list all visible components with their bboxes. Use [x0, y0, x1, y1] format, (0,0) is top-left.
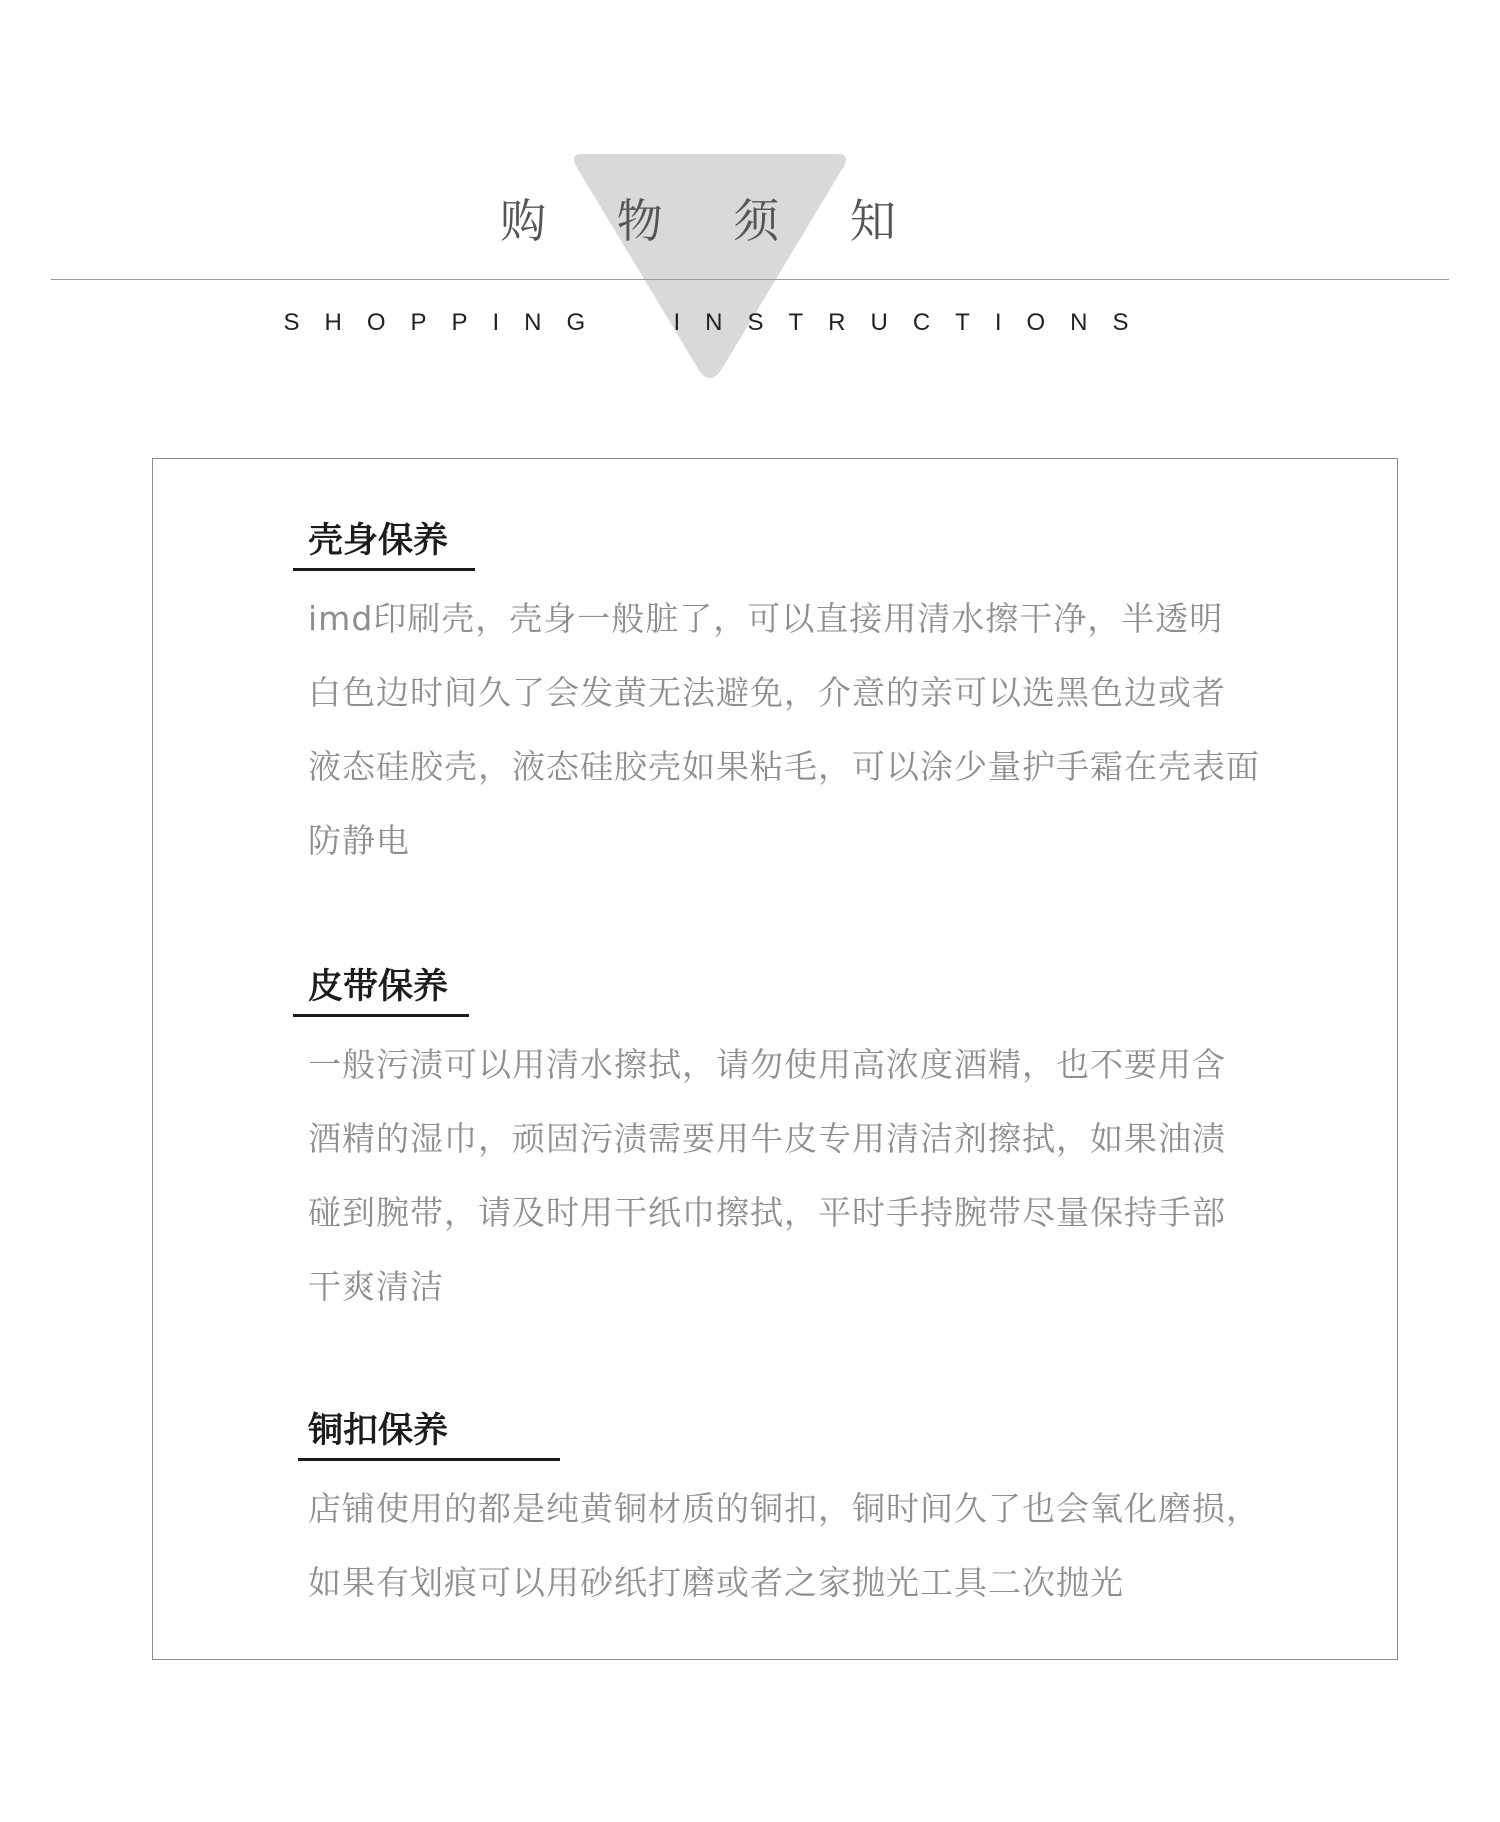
body-line: imd印刷壳，壳身一般脏了，可以直接用清水擦干净，半透明	[308, 599, 1224, 638]
section-title: 铜扣保养	[308, 1411, 449, 1451]
body-line: 碰到腕带，请及时用干纸巾擦拭，平时手持腕带尽量保持手部	[308, 1193, 1226, 1232]
section-body	[308, 1472, 1358, 1620]
body-line: 酒精的湿巾，顽固污渍需要用牛皮专用清洁剂擦拭，如果油渍	[308, 1119, 1226, 1158]
section-body	[308, 1028, 1358, 1324]
instructions-card	[152, 458, 1398, 1660]
body-line: 白色边时间久了会发黄无法避免，介意的亲可以选黑色边或者	[308, 673, 1226, 712]
body-line: 店铺使用的都是纯黄铜材质的铜扣，铜时间久了也会氧化磨损，	[308, 1489, 1260, 1528]
body-line: 液态硅胶壳，液态硅胶壳如果粘毛，可以涂少量护手霜在壳表面	[308, 747, 1260, 786]
section-title: 皮带保养	[308, 967, 449, 1007]
section-title-underline	[293, 568, 475, 571]
page-title-en: SHOPPING INSTRUCTIONS	[283, 309, 1154, 336]
page-title-cn: 购 物 须 知	[500, 194, 924, 248]
page-header	[0, 0, 1500, 400]
body-line: 防静电	[308, 821, 410, 860]
header-divider	[51, 279, 1449, 280]
section-body	[308, 582, 1358, 878]
body-line: 如果有划痕可以用砂纸打磨或者之家抛光工具二次抛光	[308, 1563, 1124, 1602]
body-line: 干爽清洁	[308, 1267, 444, 1306]
section-title-underline	[293, 1014, 469, 1017]
section-title-underline	[298, 1458, 560, 1461]
body-line: 一般污渍可以用清水擦拭，请勿使用高浓度酒精，也不要用含	[308, 1045, 1226, 1084]
section-title: 壳身保养	[308, 521, 449, 561]
